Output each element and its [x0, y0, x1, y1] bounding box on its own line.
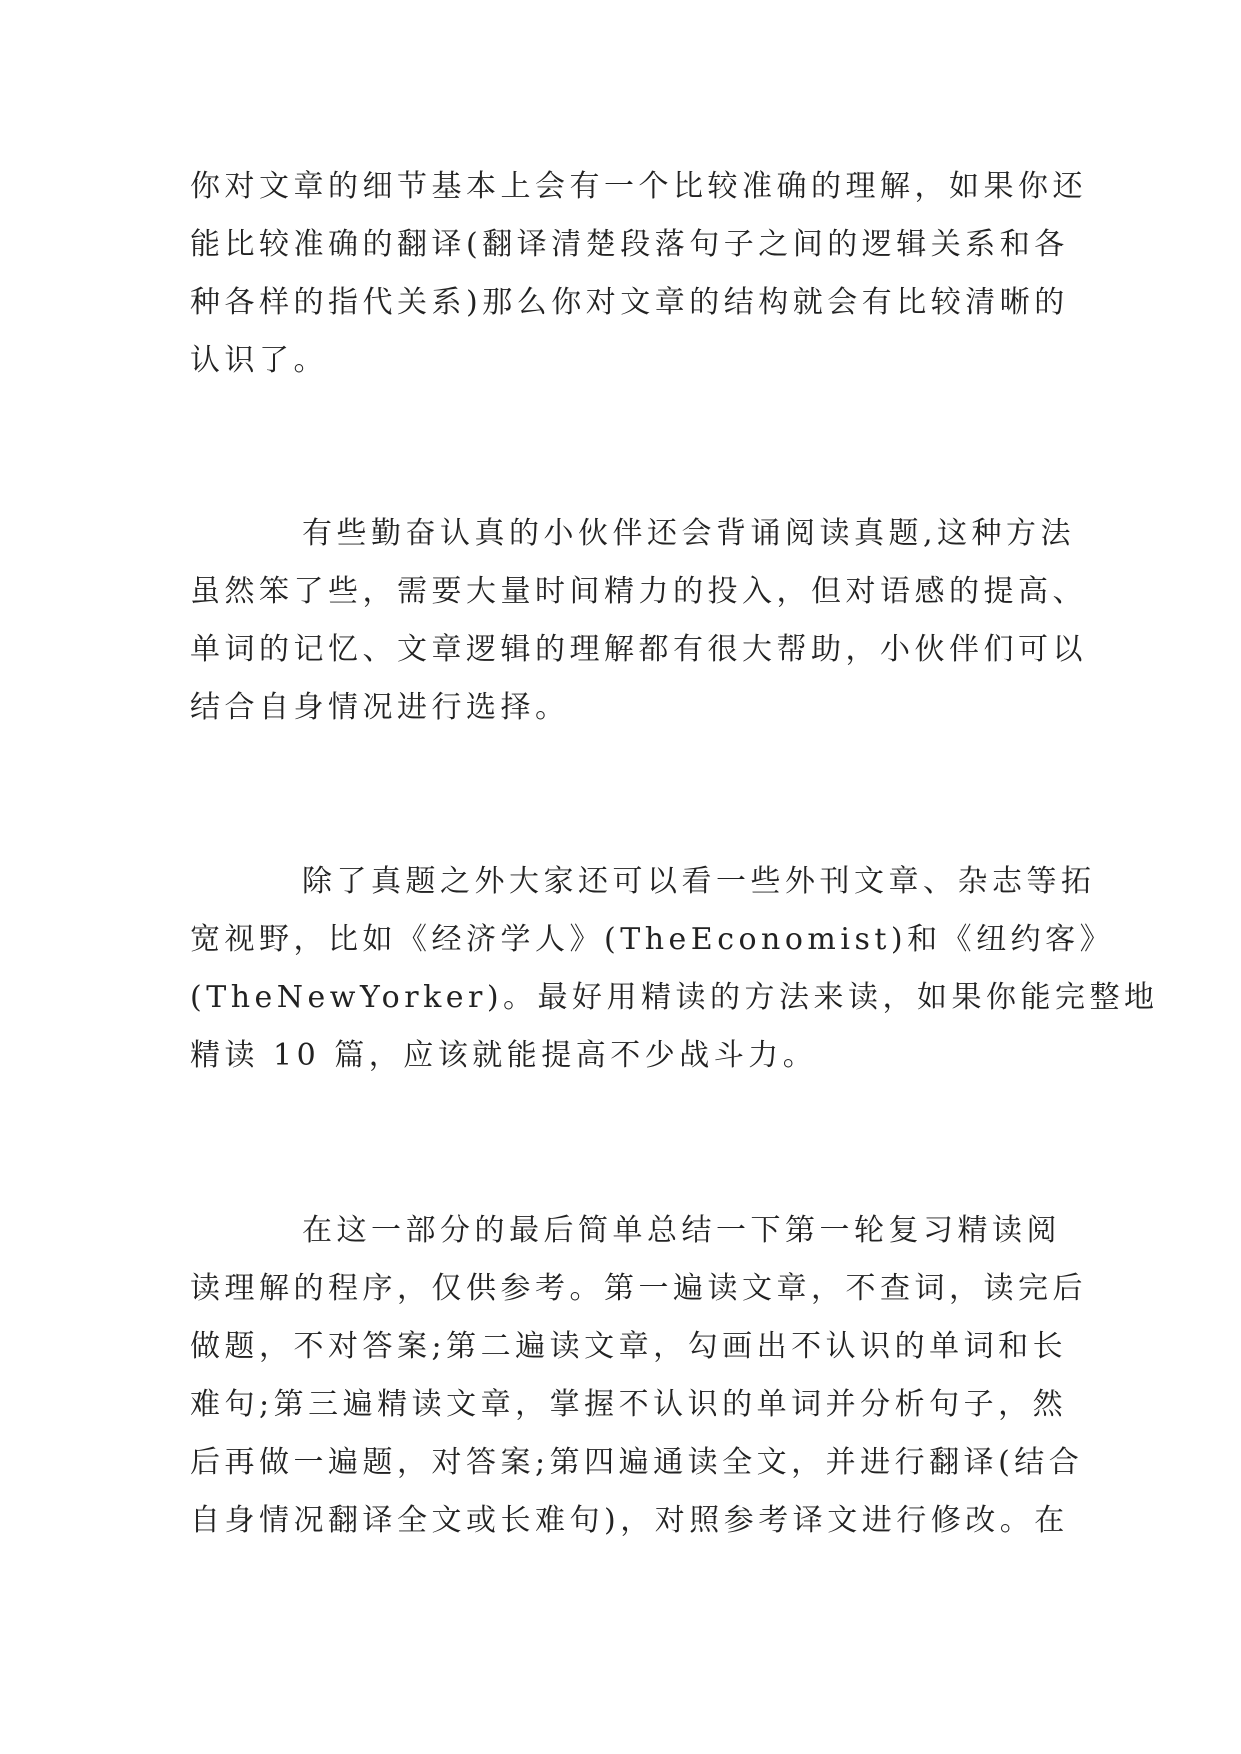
text-line: 宽视野，比如《经济学人》(TheEconomist)和《纽约客》 [190, 922, 1115, 957]
text-line: 种各样的指代关系)那么你对文章的结构就会有比较清晰的 [190, 285, 1069, 320]
text-line: 在这一部分的最后简单总结一下第一轮复习精读阅 [302, 1213, 1061, 1248]
text-line: 你对文章的细节基本上会有一个比较准确的理解，如果你还 [190, 169, 1087, 204]
text-line: 单词的记忆、文章逻辑的理解都有很大帮助，小伙伴们可以 [190, 632, 1087, 667]
text-line: 结合自身情况进行选择。 [190, 690, 570, 725]
text-line: 能比较准确的翻译(翻译清楚段落句子之间的逻辑关系和各 [190, 227, 1069, 262]
paragraph-reading-comprehension [190, 158, 1087, 390]
text-line: 除了真题之外大家还可以看一些外刊文章、杂志等拓 [302, 864, 1096, 899]
text-line: 自身情况翻译全文或长难句)，对照参考译文进行修改。在 [190, 1503, 1069, 1538]
text-line: 有些勤奋认真的小伙伴还会背诵阅读真题,这种方法 [302, 516, 1076, 551]
paragraph-foreign-magazines [190, 853, 1159, 1085]
paragraph-recitation [190, 505, 1087, 737]
text-line: 虽然笨了些，需要大量时间精力的投入，但对语感的提高、 [190, 574, 1087, 609]
text-line: 做题，不对答案;第二遍读文章，勾画出不认识的单词和长 [190, 1329, 1068, 1364]
text-line: 读理解的程序，仅供参考。第一遍读文章，不查词，读完后 [190, 1271, 1087, 1306]
paragraph-summary [190, 1202, 1087, 1550]
text-line: 精读 10 篇，应该就能提高不少战斗力。 [190, 1038, 818, 1073]
text-line: (TheNewYorker)。最好用精读的方法来读，如果你能完整地 [190, 980, 1159, 1015]
text-line: 后再做一遍题，对答案;第四遍通读全文，并进行翻译(结合 [190, 1445, 1084, 1480]
text-line: 认识了。 [190, 343, 328, 378]
text-line: 难句;第三遍精读文章，掌握不认识的单词并分析句子，然 [190, 1387, 1068, 1422]
